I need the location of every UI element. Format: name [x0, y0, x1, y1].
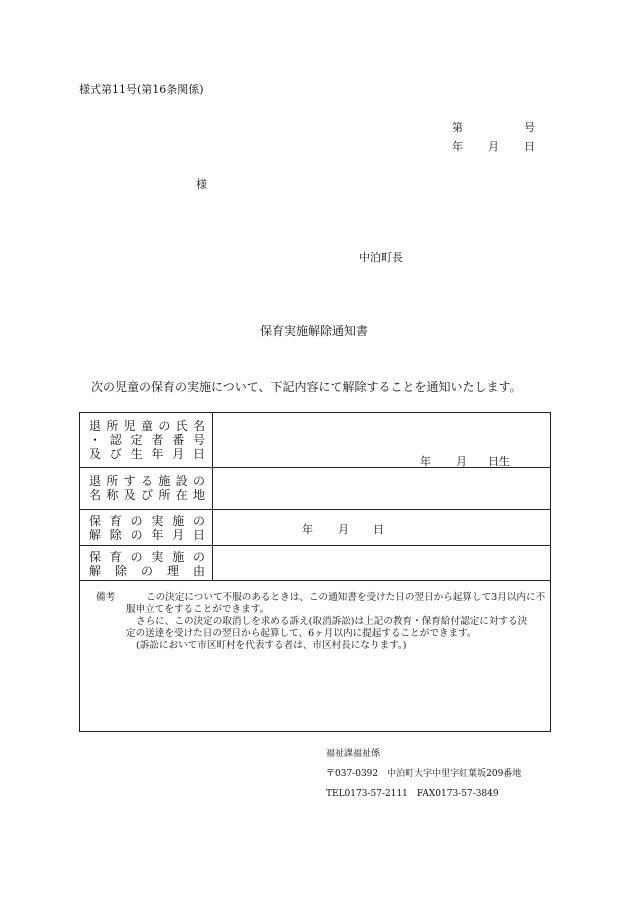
remarks-line: 定の送達を受けた日の翌日から起算して、6ヶ月以内に提起することができます。: [126, 628, 477, 639]
doc-number-go: 号: [524, 121, 535, 134]
label-line: 退 所 す る 施 設 の: [89, 474, 205, 488]
label-line: ・ 認 定 者 番 号: [89, 433, 205, 447]
remarks-line: この決定について不服のあるときは、この通知書を受けた日の翌日から起算して3月以内に不: [146, 592, 546, 603]
cancel-day: 日: [373, 523, 384, 536]
date-year: 年: [452, 140, 463, 153]
cancel-year: 年: [302, 523, 313, 536]
row-cancel-date: [80, 510, 550, 546]
date-month: 月: [488, 140, 499, 153]
addressee-suffix: 様: [196, 178, 207, 191]
remarks-line: (訴訟において市区町村を代表する者は、市区村長になります。): [136, 640, 407, 651]
row-cancel-reason: [80, 546, 550, 581]
doc-number-dai: 第: [452, 121, 463, 134]
birth-month: 月: [456, 455, 467, 468]
label-line: 名 称 及 び 所 在 地: [89, 488, 205, 502]
label-line: 解 除 の 年 月 日: [89, 528, 205, 542]
birth-year: 年: [420, 455, 431, 468]
label-line: 解 除 の 理 由: [89, 564, 205, 578]
label-cancel-date: [80, 510, 213, 545]
contact-department: 福祉課福祉係: [326, 749, 381, 759]
intro-text: 次の児童の保育の実施について、下記内容にて解除することを通知いたします。: [91, 380, 522, 394]
row-child-name: [80, 413, 550, 468]
label-line: 保 育 の 実 施 の: [89, 550, 205, 564]
label-line: 退 所 児 童 の 氏 名: [89, 419, 205, 433]
remarks-label: 備考: [96, 592, 116, 603]
label-line: 保 育 の 実 施 の: [89, 514, 205, 528]
issuer: 中泊町長: [359, 251, 403, 264]
document-title: 保育実施解除通知書: [260, 324, 369, 338]
row-facility: [80, 468, 550, 510]
contact-phone: TEL0173-57-2111 FAX0173-57-3849: [326, 789, 499, 799]
date-day: 日: [524, 140, 535, 153]
remarks-line: 服申立てをすることができます。: [126, 604, 270, 615]
label-line: 及 び 生 年 月 日: [89, 447, 205, 461]
form-number: 様式第11号(第16条関係): [79, 83, 204, 96]
remarks-line: さらに、この決定の取消しを求める訴え(取消訴訟)は上記の教育・保育給付認定に対する決: [136, 616, 528, 627]
birth-day: 日生: [488, 455, 510, 468]
label-child-name: [80, 413, 213, 467]
label-cancel-reason: [80, 546, 213, 580]
cancel-month: 月: [338, 523, 349, 536]
form-table: [79, 412, 551, 732]
contact-address: 〒037-0392 中泊町大字中里字紅葉坂209番地: [326, 769, 522, 779]
label-facility: [80, 468, 213, 509]
